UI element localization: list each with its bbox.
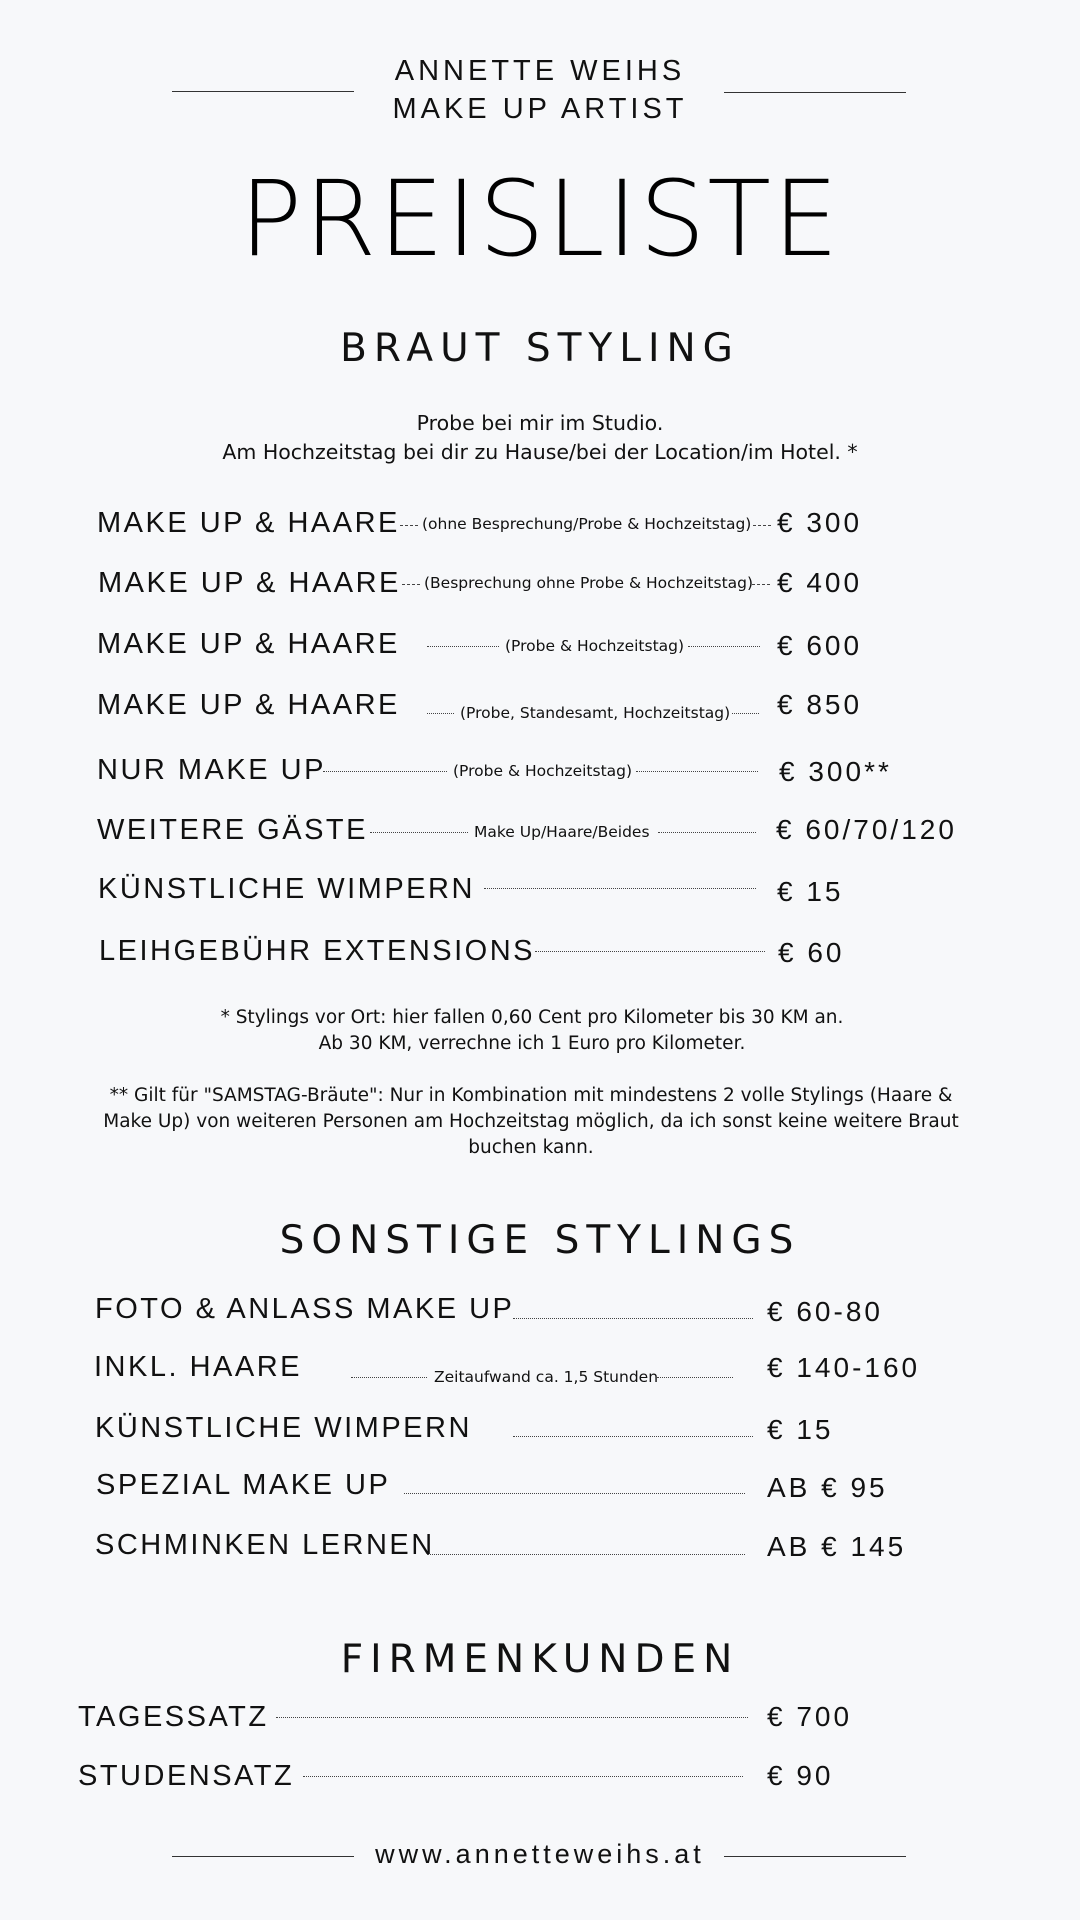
item-price: € 700 — [767, 1701, 853, 1732]
item-price: € 60/70/120 — [776, 814, 957, 845]
price-row-braut-1 — [0, 503, 1080, 547]
item-label: SPEZIAL MAKE UP — [96, 1469, 391, 1501]
item-label: KÜNSTLICHE WIMPERN — [95, 1412, 472, 1444]
price-row-braut-3 — [0, 624, 1080, 668]
price-row-sonstige-1 — [0, 1289, 1080, 1333]
leader-line — [636, 771, 758, 772]
leader-line — [658, 832, 756, 833]
leader-line — [402, 584, 420, 585]
item-price: € 600 — [777, 630, 863, 661]
price-row-sonstige-2 — [0, 1347, 1080, 1391]
artist-name: ANNETTE WEIHS — [394, 55, 686, 87]
item-description: (Besprechung ohne Probe & Hochzeitstag) — [424, 574, 754, 592]
item-price: € 140-160 — [767, 1352, 921, 1383]
item-description: (Probe & Hochzeitstag) — [505, 637, 685, 655]
leader-line — [303, 1776, 743, 1777]
leader-line — [752, 584, 770, 585]
item-label: KÜNSTLICHE WIMPERN — [98, 873, 475, 905]
item-price: € 60 — [778, 937, 845, 968]
item-price: AB € 145 — [767, 1531, 907, 1562]
leader-line — [753, 525, 771, 526]
price-row-sonstige-4 — [0, 1465, 1080, 1509]
leader-line — [657, 1377, 733, 1378]
website-link[interactable]: www.annetteweihs.at — [375, 1839, 705, 1869]
leader-line — [404, 1493, 745, 1494]
item-price: AB € 95 — [767, 1472, 888, 1503]
leader-line — [370, 832, 468, 833]
price-row-sonstige-3 — [0, 1408, 1080, 1452]
item-description: Make Up/Haare/Beides — [474, 823, 650, 841]
leader-line — [513, 1318, 753, 1319]
item-price: € 15 — [767, 1414, 834, 1445]
travel-note-line-2: Ab 30 KM, verrechne ich 1 Euro pro Kilometer. — [318, 1033, 746, 1054]
item-price: € 90 — [767, 1760, 834, 1791]
item-price: € 300** — [779, 756, 892, 787]
price-row-braut-7 — [0, 869, 1080, 913]
item-label: LEIHGEBÜHR EXTENSIONS — [99, 935, 536, 967]
price-row-braut-2 — [0, 563, 1080, 607]
leader-line — [276, 1717, 748, 1718]
leader-line — [732, 713, 759, 714]
price-row-braut-8 — [0, 931, 1080, 975]
header-rule-left — [172, 91, 354, 92]
item-label: STUDENSATZ — [78, 1760, 295, 1792]
leader-line — [351, 1377, 427, 1378]
braut-intro-line-2: Am Hochzeitstag bei dir zu Hause/bei der Location/im Hotel. * — [222, 440, 858, 464]
item-label: MAKE UP & HAARE — [97, 507, 400, 539]
item-label: NUR MAKE UP — [97, 754, 326, 786]
item-description: (ohne Besprechung/Probe & Hochzeitstag) — [422, 515, 752, 533]
item-price: € 60-80 — [767, 1296, 883, 1327]
item-price: € 15 — [777, 876, 844, 907]
sonstige-stylings-heading: SONSTIGE STYLINGS — [279, 1218, 801, 1263]
leader-line — [427, 1554, 745, 1555]
price-row-braut-6 — [0, 810, 1080, 854]
saturday-note: ** Gilt für "SAMSTAG-Bräute": Nur in Kombination mit mindestens 2 volle Stylings (Haare & Make Up) von weiteren Personen am Hochzeitstag möglich, da ich sonst keine weitere Braut buchen kann. — [103, 1085, 959, 1158]
firmenkunden-heading: FIRMENKUNDEN — [340, 1637, 740, 1682]
price-row-braut-4 — [0, 685, 1080, 729]
item-description: Zeitaufwand ca. 1,5 Stunden — [434, 1368, 659, 1386]
leader-line — [427, 713, 454, 714]
item-description: (Probe & Hochzeitstag) — [453, 762, 633, 780]
item-label: MAKE UP & HAARE — [98, 567, 401, 599]
item-label: MAKE UP & HAARE — [97, 628, 400, 660]
item-price: € 400 — [777, 567, 863, 598]
item-price: € 300 — [777, 507, 863, 538]
leader-line — [427, 646, 499, 647]
leader-line — [535, 951, 765, 952]
item-label: INKL. HAARE — [94, 1351, 302, 1383]
leader-line — [484, 888, 756, 889]
price-row-firmen-1 — [0, 1697, 1080, 1741]
leader-line — [688, 646, 760, 647]
leader-line — [400, 525, 418, 526]
page-title: PREISLISTE — [239, 158, 841, 280]
leader-line — [513, 1436, 753, 1437]
travel-note-line-1: * Stylings vor Ort: hier fallen 0,60 Cent pro Kilometer bis 30 KM an. — [220, 1007, 844, 1028]
item-description: (Probe, Standesamt, Hochzeitstag) — [460, 704, 731, 722]
item-label: SCHMINKEN LERNEN — [95, 1529, 435, 1561]
price-row-sonstige-5 — [0, 1525, 1080, 1569]
braut-styling-heading: BRAUT STYLING — [340, 326, 740, 371]
item-price: € 850 — [777, 689, 863, 720]
item-label: TAGESSATZ — [78, 1701, 269, 1733]
price-row-braut-5 — [0, 750, 1080, 794]
price-row-firmen-2 — [0, 1756, 1080, 1800]
braut-intro-line-1: Probe bei mir im Studio. — [416, 411, 664, 435]
leader-line — [323, 771, 447, 772]
item-label: FOTO & ANLASS MAKE UP — [95, 1293, 515, 1325]
item-label: MAKE UP & HAARE — [97, 689, 400, 721]
artist-role: MAKE UP ARTIST — [392, 93, 688, 125]
item-label: WEITERE GÄSTE — [97, 814, 368, 846]
